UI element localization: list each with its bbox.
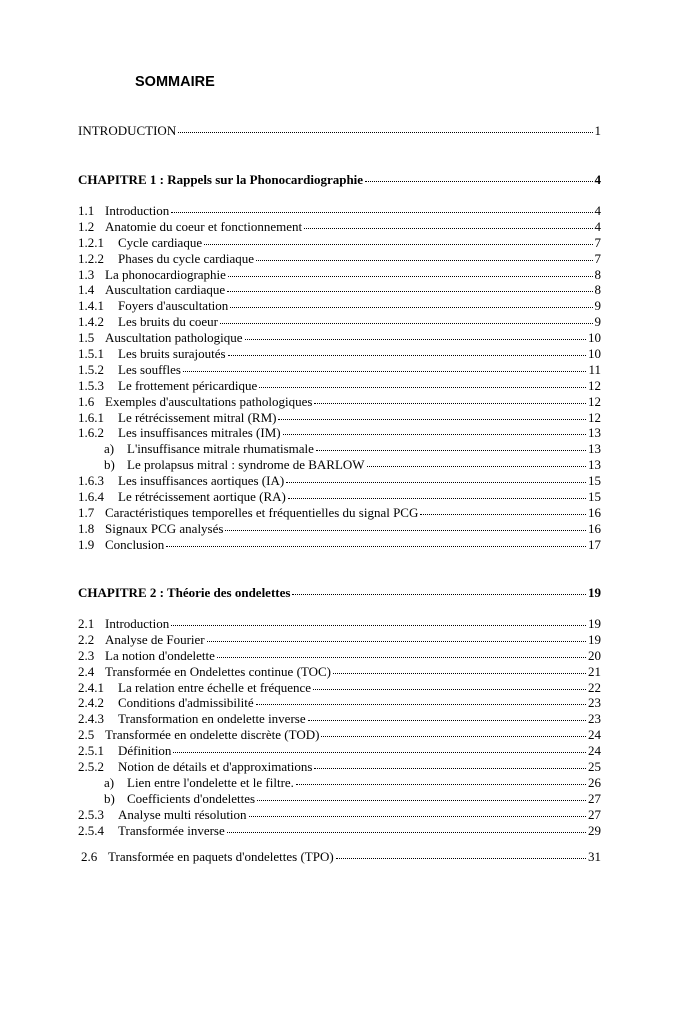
dot-leader: [227, 832, 586, 833]
entry-number: 2.4.1: [78, 679, 104, 695]
entry-title: Le rétrécissement aortique (RA): [118, 489, 286, 505]
entry-title: Exemples d'auscultations pathologiques: [105, 393, 313, 409]
entry-number: 1.6.2: [78, 425, 104, 441]
toc-entry[interactable]: [78, 807, 601, 823]
entry-page: 12: [588, 377, 601, 393]
toc-chapter-2-entries: [78, 616, 601, 838]
dot-leader: [259, 387, 586, 388]
dot-leader: [321, 736, 586, 737]
entry-number: 1.5.2: [78, 361, 104, 377]
dot-leader: [333, 673, 586, 674]
dot-leader: [314, 403, 586, 404]
entry-number: 1.1: [78, 203, 95, 218]
entry-title: Transformée en Ondelettes continue (TOC): [105, 663, 332, 679]
toc-entry[interactable]: [78, 680, 601, 696]
entry-title: Transformée inverse: [118, 822, 225, 838]
entry-number: 1.6.4: [78, 489, 104, 505]
entry-page: 25: [588, 759, 601, 775]
toc-entry[interactable]: [78, 346, 601, 362]
toc-entry[interactable]: [78, 489, 601, 505]
dot-leader: [204, 244, 592, 245]
toc-introduction: [78, 123, 601, 139]
entry-page: 22: [588, 679, 601, 695]
entry-title: Définition: [118, 743, 172, 759]
entry-page: 9: [594, 314, 601, 330]
entry-number: b): [104, 790, 115, 806]
entry-number: 2.3: [78, 647, 95, 663]
chapter-page: 4: [594, 172, 601, 187]
entry-number: 1.6.1: [78, 409, 104, 425]
dot-leader: [288, 498, 586, 499]
toc-entry[interactable]: [78, 203, 601, 219]
toc-chapter-1-heading: [78, 172, 601, 188]
toc-entry[interactable]: [78, 378, 601, 394]
dot-leader: [336, 858, 586, 859]
dot-leader: [178, 132, 592, 133]
dot-leader: [171, 625, 586, 626]
dot-leader: [207, 641, 586, 642]
entry-number: 1.4.1: [78, 298, 104, 314]
entry-number: 2.5.3: [78, 806, 104, 822]
toc-entry[interactable]: [78, 425, 601, 441]
entry-title: Auscultation pathologique: [105, 330, 243, 346]
entry-number: 1.2: [78, 218, 95, 234]
entry-page: 4: [594, 218, 601, 234]
entry-number: 1.5: [78, 330, 95, 346]
entry-page: 10: [588, 346, 601, 362]
entry-number: 1.6.3: [78, 473, 104, 489]
entry-title: Le rétrécissement mitral (RM): [118, 409, 277, 425]
dot-leader: [304, 228, 592, 229]
dot-leader: [314, 768, 586, 769]
entry-page: 7: [594, 250, 601, 266]
entry-number: a): [104, 441, 115, 457]
dot-leader: [228, 355, 586, 356]
dot-leader: [365, 181, 592, 182]
toc-entry[interactable]: [78, 330, 601, 346]
dot-leader: [227, 291, 592, 292]
entry-number: 1.3: [78, 266, 95, 282]
toc-entry[interactable]: [78, 251, 601, 267]
entry-number: a): [104, 774, 115, 790]
toc-entry[interactable]: [78, 537, 601, 553]
entry-page: 1: [594, 123, 601, 138]
entry-number: 2.4: [78, 663, 95, 679]
entry-title: Les souffles: [118, 361, 181, 377]
entry-page: 13: [588, 441, 601, 457]
dot-leader: [225, 530, 586, 531]
toc-entry[interactable]: [78, 298, 601, 314]
entry-number: 2.5.2: [78, 759, 104, 775]
dot-leader: [278, 419, 586, 420]
toc-entry[interactable]: [78, 282, 601, 298]
entry-number: 1.6: [78, 393, 95, 409]
entry-number: 2.5.4: [78, 822, 104, 838]
entry-title: Lien entre l'ondelette et le filtre.: [127, 774, 294, 790]
entry-number: 2.5.1: [78, 743, 104, 759]
toc-entry[interactable]: [78, 727, 601, 743]
entry-title: Transformation en ondelette inverse: [118, 711, 306, 727]
toc-entry[interactable]: [78, 267, 601, 283]
chapter-title: CHAPITRE 1 : Rappels sur la Phonocardiographie: [78, 172, 364, 187]
dot-leader: [217, 657, 586, 658]
toc-entry[interactable]: [78, 616, 601, 632]
entry-title: Les insuffisances aortiques (IA): [118, 473, 285, 489]
entry-title: Le prolapsus mitral : syndrome de BARLOW: [127, 457, 365, 473]
dot-leader: [292, 594, 586, 595]
dot-leader: [249, 816, 586, 817]
entry-page: 15: [588, 473, 601, 489]
dot-leader: [256, 704, 586, 705]
chapter-title: CHAPITRE 2 : Théorie des ondelettes: [78, 585, 291, 600]
entry-title: L'insuffisance mitrale rhumatismale: [127, 441, 314, 457]
entry-number: b): [104, 457, 115, 473]
chapter-page: 19: [588, 585, 601, 600]
entry-page: 8: [594, 282, 601, 298]
entry-number: 2.4.3: [78, 711, 104, 727]
dot-leader: [316, 450, 586, 451]
entry-page: 4: [594, 203, 601, 218]
entry-title: Analyse de Fourier: [105, 631, 205, 647]
dot-leader: [286, 482, 586, 483]
toc-entry[interactable]: [78, 695, 601, 711]
toc-entry[interactable]: [78, 362, 601, 378]
dot-leader: [245, 339, 586, 340]
entry-title: Le frottement péricardique: [118, 377, 258, 393]
entry-number: 1.4: [78, 282, 95, 298]
dot-leader: [420, 514, 586, 515]
entry-page: 19: [588, 616, 601, 631]
entry-page: 26: [588, 774, 601, 790]
entry-title: Coefficients d'ondelettes: [127, 790, 256, 806]
dot-leader: [367, 466, 586, 467]
dot-leader: [220, 323, 592, 324]
entry-title: Transformée en paquets d'ondelettes (TPO): [108, 849, 334, 864]
toc-entry[interactable]: [78, 441, 601, 457]
entry-title: La notion d'ondelette: [105, 647, 215, 663]
dot-leader: [183, 371, 587, 372]
dot-leader: [173, 752, 586, 753]
entry-number: 1.5.3: [78, 377, 104, 393]
entry-title: Les insuffisances mitrales (IM): [118, 425, 281, 441]
entry-number: 1.2.2: [78, 250, 104, 266]
entry-page: 24: [588, 727, 601, 743]
entry-title: La phonocardiographie: [105, 266, 226, 282]
entry-number: 2.6: [81, 849, 98, 864]
dot-leader: [228, 276, 593, 277]
entry-page: 13: [588, 457, 601, 473]
dot-leader: [313, 689, 586, 690]
entry-page: 15: [588, 489, 601, 505]
entry-title: Les bruits surajoutés: [118, 346, 226, 362]
entry-number: 1.4.2: [78, 314, 104, 330]
toc-entry[interactable]: [78, 473, 601, 489]
entry-title: Cycle cardiaque: [118, 234, 203, 250]
dot-leader: [171, 212, 592, 213]
entry-title: Foyers d'auscultation: [118, 298, 229, 314]
entry-page: 23: [588, 711, 601, 727]
entry-page: 11: [588, 361, 601, 377]
toc-entry[interactable]: [78, 457, 601, 473]
entry-title: INTRODUCTION: [78, 123, 177, 138]
dot-leader: [296, 784, 586, 785]
entry-page: 13: [588, 425, 601, 441]
dot-leader: [230, 307, 592, 308]
entry-title: Notion de détails et d'approximations: [118, 759, 313, 775]
toc-entry[interactable]: [78, 775, 601, 791]
dot-leader: [256, 260, 592, 261]
dot-leader: [283, 434, 586, 435]
entry-page: 12: [588, 393, 601, 409]
entry-page: 12: [588, 409, 601, 425]
entry-title: Introduction: [105, 203, 170, 218]
toc-chapter-2-heading: [78, 585, 601, 601]
entry-page: 27: [588, 790, 601, 806]
dot-leader: [308, 720, 586, 721]
entry-number: 2.5: [78, 727, 95, 743]
entry-page: 23: [588, 695, 601, 711]
toc-entry[interactable]: [78, 505, 601, 521]
toc-entry[interactable]: [78, 823, 601, 839]
toc-entry[interactable]: [78, 743, 601, 759]
entry-page: 27: [588, 806, 601, 822]
toc-chapter-2-trailing: [78, 849, 601, 865]
toc-entry[interactable]: [78, 219, 601, 235]
entry-number: 1.2.1: [78, 234, 104, 250]
toc-entry[interactable]: [78, 759, 601, 775]
entry-page: 16: [588, 504, 601, 520]
entry-title: La relation entre échelle et fréquence: [118, 679, 312, 695]
entry-number: 1.9: [78, 536, 95, 552]
toc-entry[interactable]: [78, 791, 601, 807]
entry-title: Introduction: [105, 616, 170, 631]
entry-page: 16: [588, 520, 601, 536]
entry-title: Auscultation cardiaque: [105, 282, 226, 298]
entry-page: 31: [588, 849, 601, 864]
toc-entry[interactable]: [78, 410, 601, 426]
entry-title: Les bruits du coeur: [118, 314, 219, 330]
entry-page: 9: [594, 298, 601, 314]
entry-title: Transformée en ondelette discrète (TOD): [105, 727, 320, 743]
entry-page: 10: [588, 330, 601, 346]
entry-number: 2.1: [78, 616, 95, 631]
entry-number: 1.8: [78, 520, 95, 536]
entry-page: 21: [588, 663, 601, 679]
toc-entry[interactable]: [78, 711, 601, 727]
toc-entry[interactable]: [78, 314, 601, 330]
entry-page: 19: [588, 631, 601, 647]
entry-title: Anatomie du coeur et fonctionnement: [105, 218, 303, 234]
entry-page: 20: [588, 647, 601, 663]
entry-number: 2.4.2: [78, 695, 104, 711]
entry-number: 1.5.1: [78, 346, 104, 362]
entry-page: 29: [588, 822, 601, 838]
toc-entry[interactable]: [78, 664, 601, 680]
dot-leader: [166, 546, 586, 547]
entry-page: 17: [588, 536, 601, 552]
toc-entry-introduction[interactable]: [78, 123, 601, 139]
entry-title: Phases du cycle cardiaque: [118, 250, 255, 266]
toc-entry[interactable]: [78, 521, 601, 537]
entry-title: Analyse multi résolution: [118, 806, 247, 822]
entry-number: 1.7: [78, 504, 95, 520]
entry-page: 24: [588, 743, 601, 759]
toc-entry[interactable]: [81, 849, 601, 865]
entry-title: Conditions d'admissibilité: [118, 695, 254, 711]
page-title: SOMMAIRE: [135, 74, 215, 90]
entry-title: Caractéristiques temporelles et fréquentielles du signal PCG: [105, 504, 419, 520]
toc-entry[interactable]: [78, 648, 601, 664]
toc-chapter-1-entries: [78, 203, 601, 553]
entry-title: Signaux PCG analysés: [105, 520, 224, 536]
entry-page: 7: [594, 234, 601, 250]
dot-leader: [257, 800, 586, 801]
toc-entry[interactable]: [78, 394, 601, 410]
entry-page: 8: [594, 266, 601, 282]
entry-title: Conclusion: [105, 536, 165, 552]
toc-entry[interactable]: [78, 632, 601, 648]
toc-entry[interactable]: [78, 235, 601, 251]
toc-chapter-heading[interactable]: [78, 585, 601, 601]
entry-number: 2.2: [78, 631, 95, 647]
toc-chapter-heading[interactable]: [78, 172, 601, 188]
